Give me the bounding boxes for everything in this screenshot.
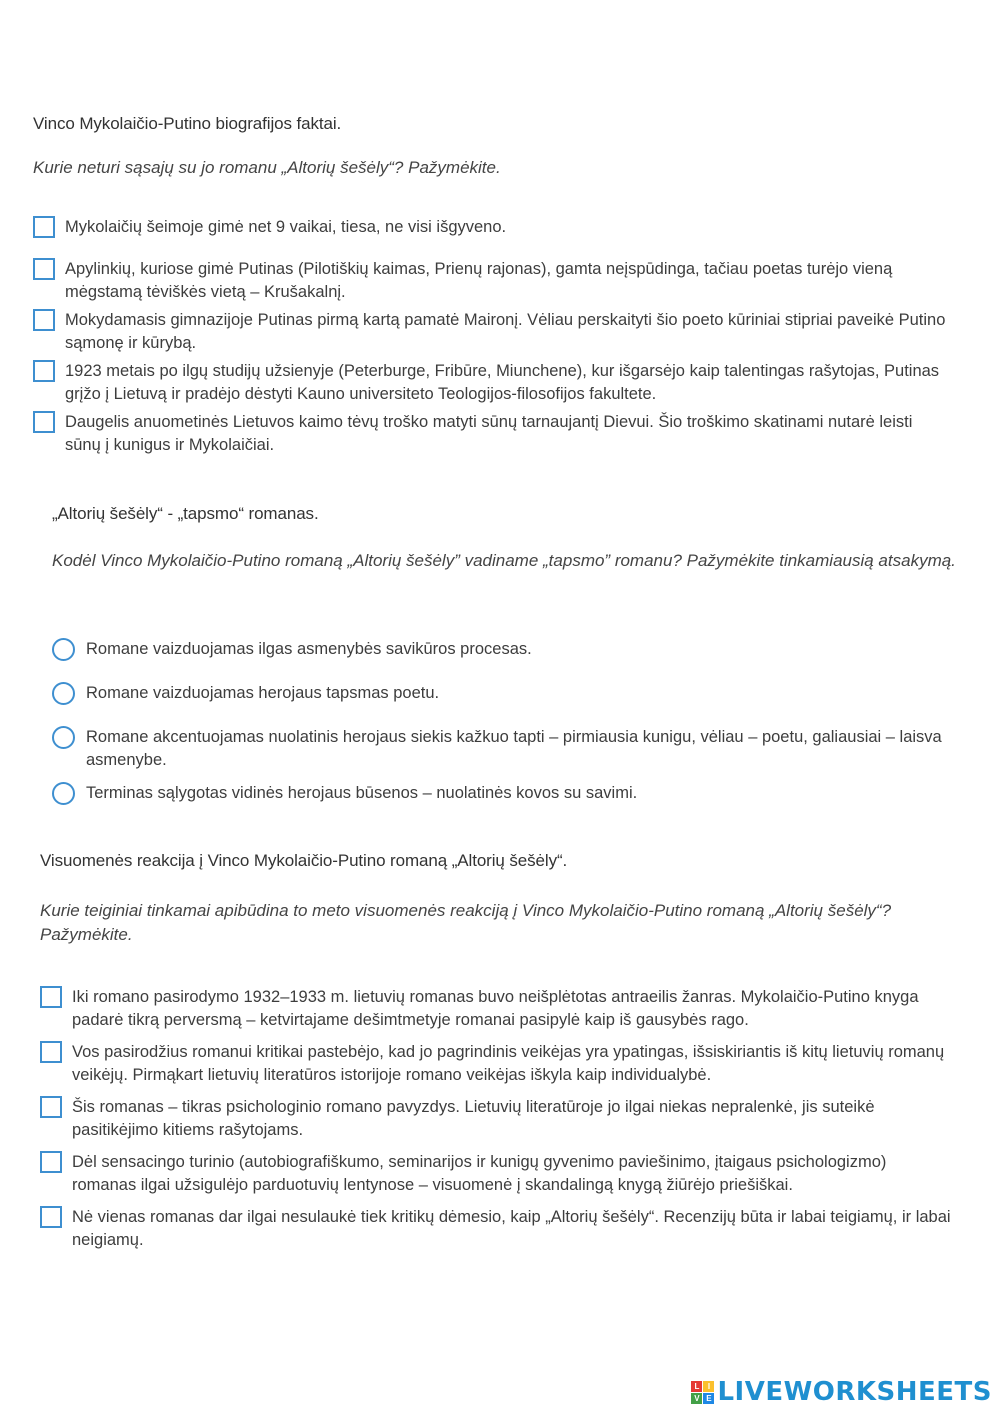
liveworksheets-logo xyxy=(691,1377,992,1407)
option-label: Romane akcentuojamas nuolatinis herojaus siekis kažkuo tapti – pirmiausia kunigu, vėliau – poetu, galiausiai – laisva asmenybe. xyxy=(86,728,942,769)
section3-prompt: Kurie teiginiai tinkamai apibūdina to meto visuomenės reakciją į Vinco Mykolaičio-Putino romaną „Altorių šešėly“? Pažymėkite. xyxy=(40,901,892,944)
option-checkbox[interactable] xyxy=(40,1041,62,1063)
option-label: Daugelis anuometinės Lietuvos kaimo tėvų troško matyti sūnų tarnaujantį Dievui. Šio troškimo skatinami nutarė leisti sūnų į kunigus ir Mykolaičiai. xyxy=(65,413,913,454)
section3-option-2[interactable] xyxy=(40,1041,952,1086)
option-checkbox[interactable] xyxy=(40,1206,62,1228)
option-checkbox[interactable] xyxy=(33,309,55,331)
option-checkbox[interactable] xyxy=(33,411,55,433)
option-radio[interactable] xyxy=(52,726,75,749)
option-checkbox[interactable] xyxy=(40,1151,62,1173)
section3-option-5[interactable] xyxy=(40,1206,952,1251)
option-label: 1923 metais po ilgų studijų užsienyje (Peterburge, Fribūre, Miunchene), kur išgarsėjo kaip talentingas rašytojas, Putinas grįžo į Lietuvą ir pradėjo dėstyti Kauno universiteto Teologijos-filosofijos fakultete. xyxy=(65,362,940,403)
logo-mark-letter: V xyxy=(691,1393,702,1404)
option-label: Dėl sensacingo turinio (autobiografiškumo, seminarijos ir kunigų gyvenimo paviešinimo, įtaigaus psichologizmo) romanas ilgai užsigulėjo parduotuvių lentynose – visuomenė į skandalingą knygą žiūrėjo priešiškai. xyxy=(72,1153,887,1194)
section1-option-5[interactable] xyxy=(33,411,948,456)
option-checkbox[interactable] xyxy=(33,258,55,280)
section3-option-4[interactable] xyxy=(40,1151,952,1196)
section2-prompt: Kodėl Vinco Mykolaičio-Putino romaną „Altorių šešėly” vadiname „tapsmo” romanu? Pažymėkite tinkamiausią atsakymą. xyxy=(52,551,956,570)
section1-option-4[interactable] xyxy=(33,360,948,405)
section1-option-3[interactable] xyxy=(33,309,948,354)
option-label: Šis romanas – tikras psichologinio romano pavyzdys. Lietuvių literatūroje jo ilgai niekas nepralenkė, jis suteikė pasitikėjimo kitiems rašytojams. xyxy=(72,1098,875,1139)
section2-heading: „Altorių šešėly“ - „tapsmo“ romanas. xyxy=(52,504,319,523)
option-label: Vos pasirodžius romanui kritikai pastebėjo, kad jo pagrindinis veikėjas yra ypatingas, išsiskiriantis iš kitų lietuvių romanų veikėjų. Pirmąkart lietuvių literatūros istorijoje romano veikėjas iškyla kaip individualybė. xyxy=(72,1043,945,1084)
section1-option-1[interactable] xyxy=(33,216,948,239)
option-checkbox[interactable] xyxy=(33,360,55,382)
section2-option-1[interactable] xyxy=(52,638,952,661)
option-label: Mykolaičių šeimoje gimė net 9 vaikai, tiesa, ne visi išgyveno. xyxy=(65,218,507,236)
logo-mark-icon xyxy=(691,1381,714,1404)
option-checkbox[interactable] xyxy=(33,216,55,238)
option-label: Nė vienas romanas dar ilgai nesulaukė tiek kritikų dėmesio, kaip „Altorių šešėly“. Recenzijų būta ir labai teigiamų, ir labai neigiamų. xyxy=(72,1208,951,1249)
section1-option-2[interactable] xyxy=(33,258,948,303)
option-checkbox[interactable] xyxy=(40,986,62,1008)
option-label: Iki romano pasirodymo 1932–1933 m. lietuvių romanas buvo neišplėtotas antraeilis žanras. Mykolaičio-Putino knyga padarė tikrą perversmą – ketvirtajame dešimtmetyje romanai pasipylė kaip iš gausybės rago. xyxy=(72,988,919,1029)
option-radio[interactable] xyxy=(52,682,75,705)
option-radio[interactable] xyxy=(52,638,75,661)
option-checkbox[interactable] xyxy=(40,1096,62,1118)
option-label: Mokydamasis gimnazijoje Putinas pirmą kartą pamatė Maironį. Vėliau perskaityti šio poeto kūriniai stipriai paveikė Putino sąmonę ir kūrybą. xyxy=(65,311,946,352)
logo-mark-letter: E xyxy=(703,1393,714,1404)
logo-text: LIVEWORKSHEETS xyxy=(717,1377,992,1407)
option-label: Romane vaizduojamas ilgas asmenybės savikūros procesas. xyxy=(86,640,532,658)
section2-option-2[interactable] xyxy=(52,682,952,705)
section3-option-1[interactable] xyxy=(40,986,952,1031)
section1-prompt: Kurie neturi sąsajų su jo romanu „Altorių šešėly“? Pažymėkite. xyxy=(33,158,501,177)
option-label: Terminas sąlygotas vidinės herojaus būsenos – nuolatinės kovos su savimi. xyxy=(86,784,638,802)
option-radio[interactable] xyxy=(52,782,75,805)
section1-heading: Vinco Mykolaičio-Putino biografijos faktai. xyxy=(33,114,342,133)
section3-heading: Visuomenės reakcija į Vinco Mykolaičio-Putino romaną „Altorių šešėly“. xyxy=(40,851,568,870)
section2-option-4[interactable] xyxy=(52,782,952,805)
section3-option-3[interactable] xyxy=(40,1096,952,1141)
logo-mark-letter: L xyxy=(691,1381,702,1392)
section2-option-3[interactable] xyxy=(52,726,952,771)
option-label: Romane vaizduojamas herojaus tapsmas poetu. xyxy=(86,684,440,702)
option-label: Apylinkių, kuriose gimė Putinas (Pilotiškių kaimas, Prienų rajonas), gamta neįspūdinga, tačiau poetas turėjo vieną mėgstamą tėviškės vietą – Krušakalnį. xyxy=(65,260,893,301)
logo-mark-letter: I xyxy=(703,1381,714,1392)
